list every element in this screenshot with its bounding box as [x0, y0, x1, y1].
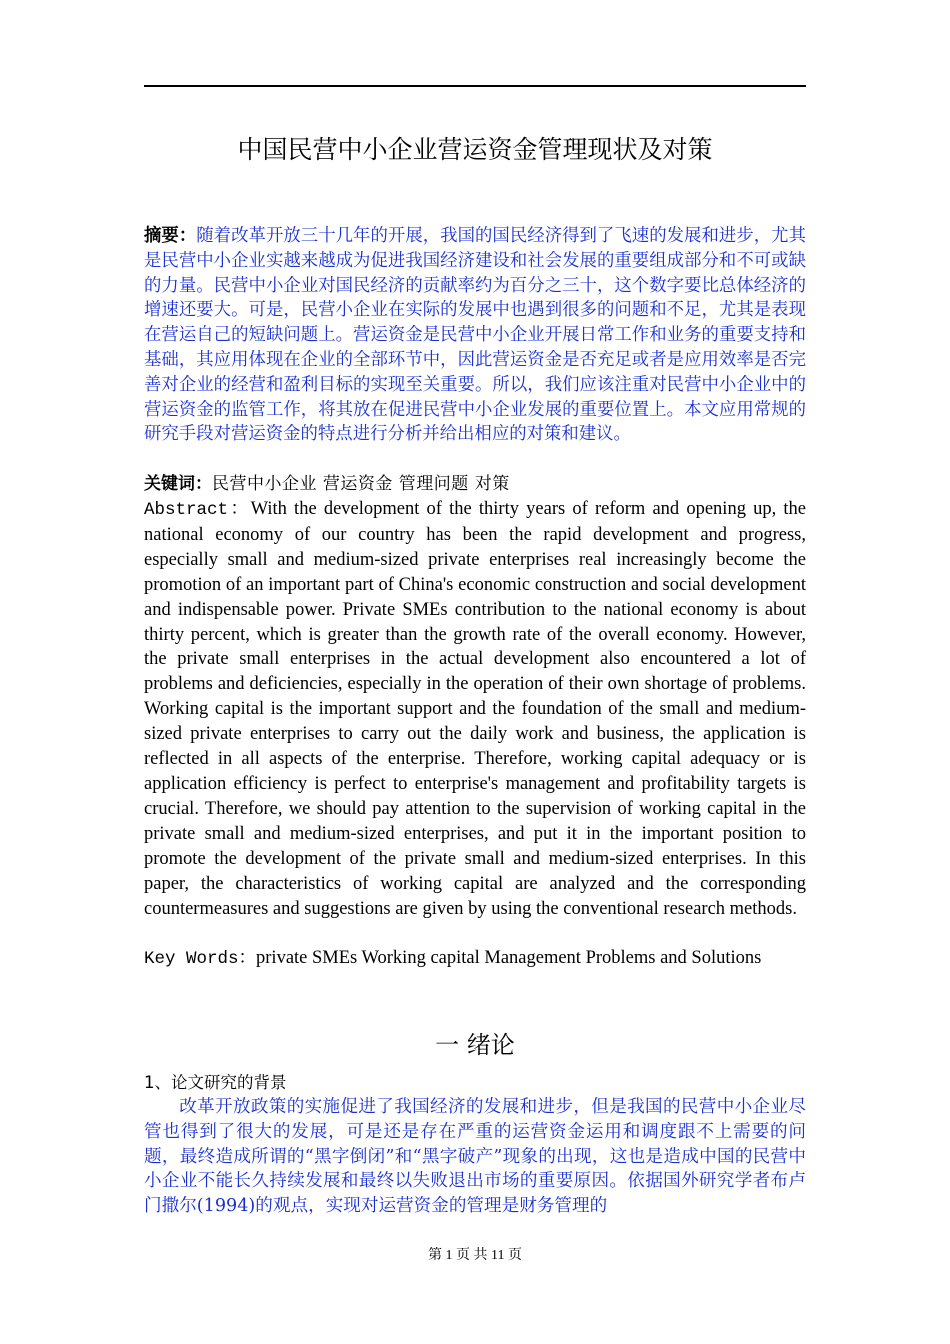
chinese-abstract-text: 随着改革开放三十几年的开展，我国的国民经济得到了飞速的发展和进步，尤其是民营中小企业实越来越成为促进我国经济建设和社会发展的重要组成部分和不可或缺的力量。民营中小企业对国民经济的贡献率约为百分之三十，这个数字要比总体经济的增速还要大。可是，民营小企业在实际的发展中也遇到很多的问题和不足，尤其是表现在营运自己的短缺问题上。营运资金是民营中小企业开展日常工作和业务的重要支持和基础，其应用体现在企业的全部环节中，因此营运资金是否充足或者是应用效率是否完善对企业的经营和盈利目标的实现至关重要。所以，我们应该注重对民营中小企业中的营运资金的监管工作，将其放在促进民营中小企业发展的重要位置上。本文应用常规的研究手段对营运资金的特点进行分析并给出相应的对策和建议。 — [144, 226, 806, 445]
english-abstract — [144, 497, 806, 921]
english-keywords-label: Key Words： — [144, 949, 257, 969]
chinese-abstract-label: 摘要： — [144, 226, 197, 246]
chinese-keywords-label: 关键词： — [144, 474, 212, 494]
english-keywords-text: private SMEs Working capital Management Problems and Solutions — [256, 948, 762, 968]
chinese-keywords — [144, 472, 806, 497]
chinese-abstract — [144, 224, 806, 447]
page-footer: 第 1 页 共 11 页 — [428, 1248, 522, 1263]
paper-title: 中国民营中小企业营运资金管理现状及对策 — [237, 135, 713, 164]
header-rule — [144, 85, 806, 87]
english-abstract-label: Abstract： — [144, 500, 251, 520]
subsection-heading: 1、论文研究的背景 — [144, 1073, 287, 1092]
english-abstract-text: With the development of the thirty years of reform and opening up, the national economy of our country has been the rapid development and progress, especially small and medium-sized private enterprises real increasingly become the promotion of an important part of China's economic construction and social development and indispensable power. Private SMEs contribution to the national economy is about thirty percent, which is greater than the growth rate of the overall economy. However, the private small enterprises in the actual development also encountered a lot of problems and deficiencies, especially in the operation of their own shortage of problems. Working capital is the important support and the foundation of the small and medium-sized private enterprises to carry out the daily work and business, the application is reflected in all aspects of the enterprise. Therefore, working capital adequacy or is application efficiency is perfect to enterprise's management and profitability targets is crucial. Therefore, we should pay attention to the supervision of working capital in the private small and medium-sized enterprises, and put it in the important position to promote the development of the private small and medium-sized enterprises. In this paper, the characteristics of working capital are analyzed and the corresponding countermeasures and suggestions are given by using the conventional research methods. — [144, 499, 807, 919]
body-paragraph: 改革开放政策的实施促进了我国经济的发展和进步，但是我国的民营中小企业尽管也得到了很大的发展，可是还是存在严重的运营资金运用和调度跟不上需要的问题，最终造成所谓的“黑字倒闭”和“黑字破产”现象的出现，这也是造成中国的民营中小企业不能长久持续发展和最终以失败退出市场的重要原因。依据国外研究学者布卢门撒尔(1994)的观点，实现对运营资金的管理是财务管理的 — [144, 1097, 806, 1217]
english-keywords — [144, 946, 806, 972]
section-heading: 一 绪论 — [435, 1031, 515, 1059]
chinese-keywords-text: 民营中小企业 营运资金 管理问题 对策 — [212, 474, 510, 494]
